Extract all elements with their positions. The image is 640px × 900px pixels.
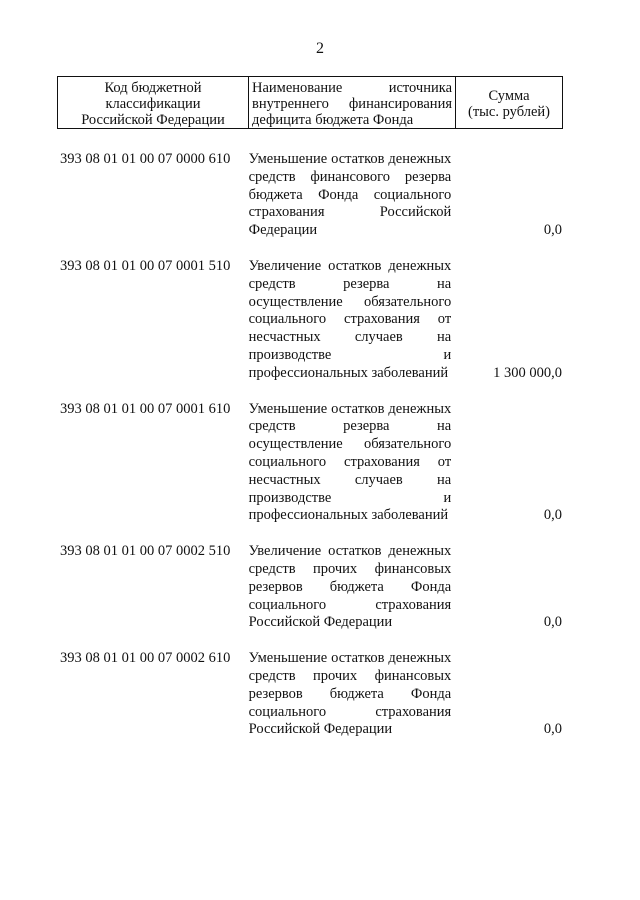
header-name-line: дефицита бюджета Фонда: [252, 112, 414, 128]
row-amount: 1 300 000,0: [493, 364, 562, 381]
row-name: Увеличение остатков денежных средств прочих финансовых резервов бюджета Фонда социального страхования Российской Федерации: [248, 543, 452, 631]
row-code: 393 08 01 01 00 07 0000 610: [60, 151, 231, 167]
table-row: [57, 258, 563, 383]
header-code-line: Код бюджетной: [104, 80, 202, 96]
header-name-line: Наименование источника: [252, 80, 452, 96]
row-amount: 0,0: [543, 222, 562, 239]
row-amount: 0,0: [543, 507, 562, 524]
header-sum-line: (тыс. рублей): [468, 104, 550, 120]
table-row: [57, 151, 563, 240]
row-name: Увеличение остатков денежных средств резерва на осуществление обязательного социального страхования от несчастных случаев на производстве и профессиональных заболеваний: [248, 257, 452, 381]
row-code: 393 08 01 01 00 07 0001 510: [60, 257, 231, 274]
table-row: [57, 401, 563, 526]
header-sum-line: Сумма: [488, 88, 530, 104]
header-code-line: Российской Федерации: [81, 112, 225, 128]
row-name: Уменьшение остатков денежных средств прочих финансовых резервов бюджета Фонда социального страхования Российской Федерации: [248, 650, 452, 738]
row-amount: 0,0: [543, 614, 562, 631]
row-code: 393 08 01 01 00 07 0002 610: [60, 650, 231, 667]
row-amount: 0,0: [543, 721, 562, 738]
header-name-line: внутреннего финансирования: [252, 96, 452, 112]
header-sum-column: [455, 77, 563, 128]
row-name: Уменьшение остатков денежных средств финансового резерва бюджета Фонда социального страхования Российской Федерации: [248, 151, 452, 239]
row-code: 393 08 01 01 00 07 0002 510: [60, 543, 231, 560]
row-code: 393 08 01 01 00 07 0001 610: [60, 400, 231, 417]
header-code-column: [57, 77, 248, 128]
budget-sources-table: [57, 76, 563, 739]
row-name: Уменьшение остатков денежных средств резерва на осуществление обязательного социального страхования от несчастных случаев на производстве и профессиональных заболеваний: [248, 400, 452, 524]
table-row: [57, 650, 563, 739]
header-code-line: классификации: [105, 96, 201, 112]
page-number: 2: [316, 40, 324, 57]
header-name-column: [248, 77, 455, 128]
table-row: [57, 543, 563, 632]
table-header: [57, 76, 563, 129]
